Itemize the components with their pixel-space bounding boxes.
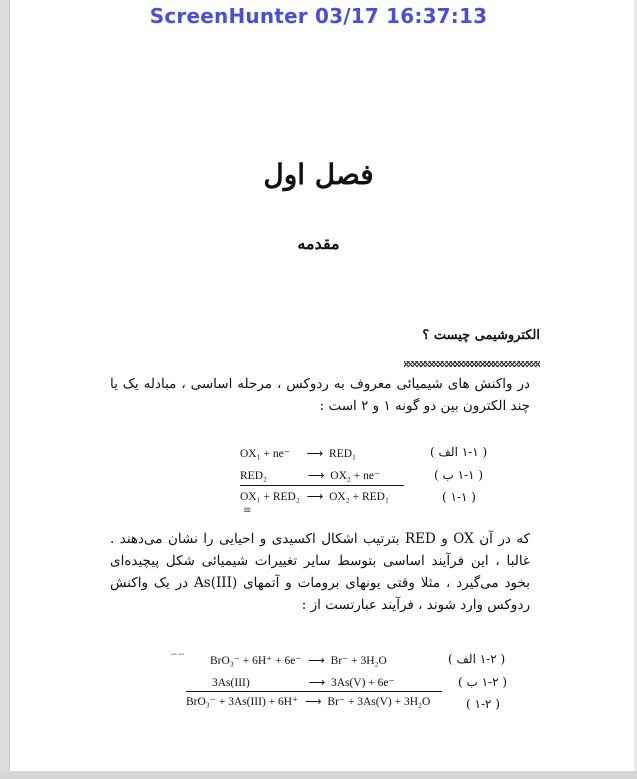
equation-1b-left: RED₂: [240, 470, 268, 482]
equation-2b: [212, 675, 395, 689]
handwritten-annotation: ∽∽: [170, 650, 186, 660]
equation-2-left: BrO₃⁻ + 3As(III) + 6H⁺: [186, 696, 299, 708]
equation-1a-arrow: ⟶: [306, 448, 323, 460]
chapter-title: فصل اول: [263, 158, 374, 191]
equation-2-right: Br⁻ + 3As(V) + 3H₂O: [327, 696, 431, 708]
equation-2a-arrow: ⟶: [308, 655, 324, 667]
equation-1b-label: ( ۱-۱ ب ): [434, 468, 484, 482]
equation-1-arrow: ⟶: [306, 491, 323, 503]
equation-1b-right: OX₂ + ne⁻: [330, 470, 381, 482]
equation-2b-label: ( ۱-۲ ب ): [458, 675, 508, 689]
equation-1-sum-rule: [240, 485, 404, 486]
equation-2-label: ( ۱-۲ ): [466, 697, 500, 711]
equation-2a-label: ( ۱-۲ الف ): [448, 652, 506, 666]
equation-2b-arrow: ⟶: [308, 677, 325, 689]
equation-1b: [240, 468, 380, 482]
equation-1: [240, 489, 389, 503]
equation-1a: [240, 446, 356, 460]
decorative-underline: [404, 361, 540, 367]
page-bottom-edge: [0, 771, 637, 779]
equation-2a: [210, 653, 387, 667]
equation-2-arrow: ⟶: [305, 696, 321, 708]
equation-1-left: OX₁ + RED₂: [240, 491, 300, 503]
pen-mark: ≡: [243, 505, 252, 516]
paragraph-1: در واکنش های شیمیائی معروف به ردوکس ، مرحله اساسی ، مبادله یک یا چند الکترون بین دو گونه ۱ و ۲ است :: [110, 376, 530, 414]
equation-1-right: OX₂ + RED₁: [329, 491, 389, 503]
page-left-edge: [0, 0, 10, 779]
equation-2a-right: Br⁻ + 3H₂O: [330, 655, 387, 667]
subheading: الکتروشیمی چیست ؟: [422, 328, 540, 343]
equation-2b-left: 3As(III): [212, 677, 250, 689]
equation-1a-right: RED₁: [329, 448, 357, 460]
paragraph-2: که در آن OX و RED بترتیب اشکال اکسیدی و احیایی را نشان می‌دهند . غالبا ، این فرآیند اساسی بتوسط سایر تغییرات شیمیائی شکل پیچیده‌ای بخود می‌گیرد ، مثلا وقتی یونهای برومات و آتمهای As(III) در یک واکنش ردوکس وارد شوند ، فرآیند عبارتست از :: [110, 531, 531, 613]
equation-1a-label: ( ۱-۱ الف ): [430, 445, 488, 459]
equation-2-sum-rule: [186, 691, 442, 692]
equation-1a-left: OX₁ + ne⁻: [240, 448, 290, 460]
section-title: مقدمه: [297, 234, 340, 253]
screenhunter-watermark: ScreenHunter 03/17 16:37:13: [149, 4, 488, 28]
equation-2a-left: BrO₃⁻ + 6H⁺ + 6e⁻: [210, 655, 302, 667]
equation-2: [186, 694, 430, 708]
equation-1b-arrow: ⟶: [307, 470, 324, 482]
equation-2b-right: 3As(V) + 6e⁻: [330, 677, 395, 689]
equation-1-label: ( ۱-۱ ): [442, 490, 476, 504]
